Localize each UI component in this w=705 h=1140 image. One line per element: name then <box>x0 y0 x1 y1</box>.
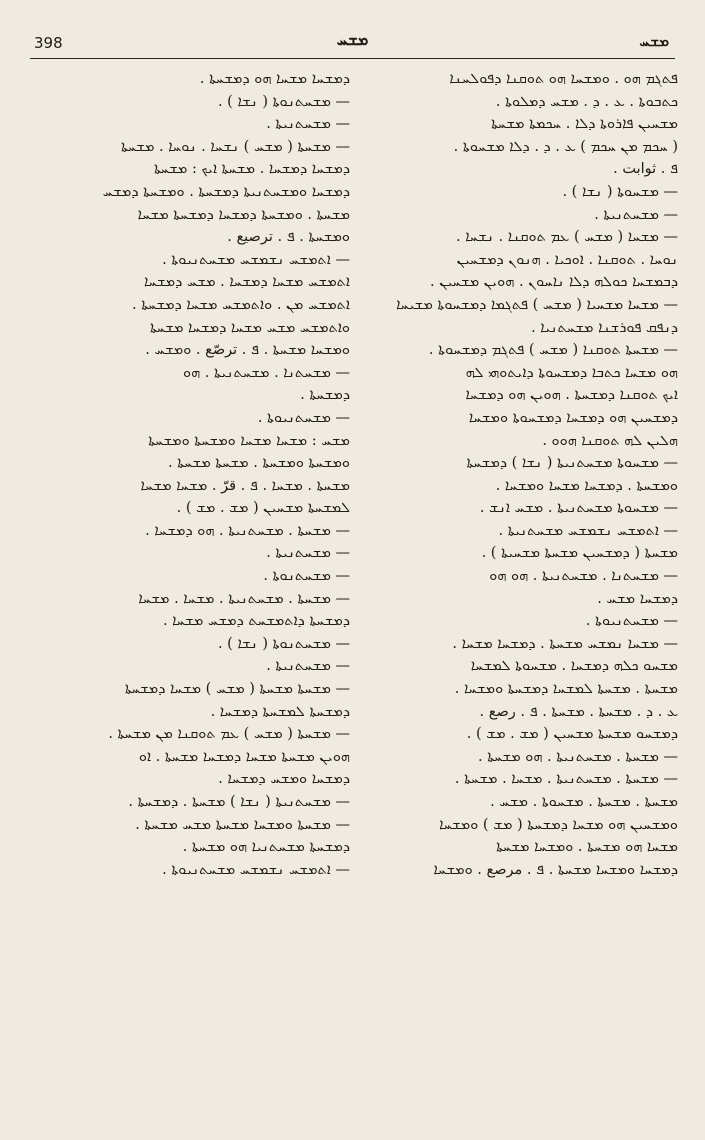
entry-line: ܕܡܫܚܝܢ ܗܘ ܕܡܫܚܐ ܕܡܫܚܘܬܐ ܘܡܫܚܐ <box>468 409 678 426</box>
entry-line: ܡܫܚܬܐ ( ܕܡܫܚܝܢ ܡܫܚܬܐ ܡܫܚܝܬܐ ) . <box>481 545 678 562</box>
entry-line: ܕܒܡܫܚܐ ܟܘܠܗ ܕܠܐ ܢܐܚܘܢ . ܗܘܝܢ ܡܫܚܝܢ . <box>430 274 678 291</box>
entry-line: — ܡܫܚܬܢܐ . ܡܫܚܬܢܝܬܐ . ܗܘ <box>183 364 350 381</box>
entry-line: ܕܡܫܚܐ ܘܡܫܚܬܢܝܬܐ ܕܡܫܚܬܐ . ܘܡܫܚܬܐ ܕܡܫܚ <box>102 183 350 200</box>
entry-line: — ܡܫܚܬܢܝܬܐ ( ܢܫܐ ) ܡܫܚܬܐ . ܕܡܫܚܬܐ . <box>128 794 350 810</box>
page-number: 398 <box>34 34 63 52</box>
entry-line: ܐܬܡܫܚ ܡܫܚܐ ܕܡܫܚܐ . ܡܫܚ ܕܡܫܚܐ <box>143 274 350 291</box>
entry-line: — ܡܫܚܬܢܝܬܐ . <box>266 116 350 133</box>
entry-line: — ܡܫܚܬܐ ܘܡܫܚܐ ܡܫܚܬܐ ܡܫܚ ܡܫܚܬܐ . <box>135 816 350 833</box>
entry-line: — ܡܫܚܬܢܝܬܐ . <box>266 658 350 675</box>
entry-line: ܡܫܚܝܢ ܦܐܪܘܬܐ ܕܠܐ . ܚܟܡܬܐ ܡܫܚܬܐ <box>491 116 678 133</box>
entry-line: — ܡܫܚܘܬܐ ܡܫܚܬܢܝܬܐ ( ܢܫܐ ) ܕܡܫܚܬܐ <box>466 455 678 472</box>
entry-line: — ܡܫܚܬܐ ܬܘܩܢܐ ( ܡܫܚ ) ܦܬܓܡ ܕܡܫܚܘܬܐ . <box>428 342 678 359</box>
entry-line: — ܡܫܚܬܢܝܘܬܐ . <box>257 409 350 426</box>
entry-line: — ܡܫܚܐ ܡܫܚܝܐ ( ܡܫܚ ) ܦܬܓܡܐ ܕܡܫܚܘܬܐ ܡܫܝܚܐ <box>396 296 678 313</box>
entry-line: ܢܘܚܐ . ܬܘܩܢܐ . ܐܘܟܝܐ . ܗܢܘܢ ܕܡܫܚܝܢ <box>456 251 678 268</box>
entry-line: — ܡܫܚܘܬܐ ( ܢܫܐ ) . <box>562 183 678 200</box>
entry-line: — ܡܫܚܬܐ . ܡܫܚܬܢܝܬܐ . ܗܘ ܡܫܚܬܐ . <box>478 748 678 765</box>
header-rule <box>30 58 675 59</box>
entry-line: ܐܝܟ ܬܘܩܢܐ ܕܡܫܚܬܐ . ܗܘܝܢ ܗܘ ܕܡܫܚܐ <box>465 387 678 404</box>
page-header <box>30 28 675 62</box>
entry-line: — ܡܫܚܬܐ . ܡܫܚܬܢܝܬܐ . ܗܘ ܕܡܫܚܐ . <box>145 522 350 539</box>
entry-line: — ܡܫܚܬܐ ( ܡܫܚ ) ܥܡ ܬܘܩܢܐ ܡܢ ܡܫܚܬܐ . <box>108 726 350 743</box>
entry-line: ܗܘܝܢ ܡܫܚܬܐ ܡܫܚܐ ܕܡܫܚܐ ܡܫܚܬܐ . ܐܘ <box>138 748 350 765</box>
entry-line: — ܡܫܚܬܢܘܬܐ . <box>263 568 350 585</box>
entry-line: — ܡܫܚܬܐ . ܡܫܚܬܢܝܬܐ . ܡܫܚܐ . ܡܫܚܐ <box>138 590 350 607</box>
entry-line: — ܡܫܚܬܢܘܬܐ ( ܢܫܐ ) . <box>217 93 350 110</box>
entry-line: ܡܫܚܬܐ . ܡܫܚܐ . ܦ . قرّ . ܡܫܚܐ ܡܫܚܐ <box>140 477 350 494</box>
entry-line: ܥ . ܕ . ܡܫܚܬܐ . ܡܫܚܬܐ . ܦ . رصع . <box>479 703 678 720</box>
entry-line: — ܡܫܚܬܢܝܘܬܐ . <box>585 613 678 630</box>
entry-line: ܕܡܫܚܐ ܘܡܫܚ ܕܡܫܚܐ . <box>218 771 350 788</box>
entry-line: ܕܡܫܚܘ ܡܫܚܬܐ ܡܫܚܝܢ ( ܡܫ . ܡܫ ) . <box>466 726 678 743</box>
entry-line: ܡܫܚܘ ܟܠܗ ܕܡܫܚܐ . ܡܫܚܘܬܐ ܠܡܫܚܐ <box>470 658 678 675</box>
entry-line: — ܡܫܚܐ ( ܡܫܚ ) ܥܡ ܬܘܩܢܐ . ܢܫܚܐ . <box>456 229 678 246</box>
running-head-catchword: ܡܫܚ <box>639 32 669 50</box>
entry-line: ܘܡܫܚܬܐ . ܕܡܫܚܐ ܡܫܚܐ ܘܡܫܚܐ . <box>495 477 678 494</box>
entry-line: ( ܚܟܡ ܡܢ ܚܟܡ ) ܥ . ܕ . ܕܠܐ ܡܫܚܘܬܐ . <box>453 138 678 155</box>
entry-line: — ܡܫܚܬܢܐ . ܡܫܚܬܢܝܬܐ . ܗܘ ܗܘ <box>489 568 678 585</box>
entry-line: ܕܡܫܚܐ ܘܡܫܚܐ ܡܫܚܬܐ . ܦ . مرصع . ܘܡܫܚܐ <box>433 861 678 878</box>
entry-line: ܘܡܫܚܬܐ . ܦ . ترصيع . <box>227 229 350 246</box>
entry-line: ܡܫܚܬܐ . ܘܡܫܚܬܐ ܕܡܫܚܐ ܕܡܫܚܬܐ ܡܫܚܐ <box>137 206 350 223</box>
entry-line: ܦ . ثوابت . <box>613 161 678 178</box>
entry-line: ܡܫܚܐ ܗܘ ܡܫܚܬܐ . ܘܡܫܚܐ ܡܫܚܬܐ <box>496 839 678 856</box>
entry-line: ܗܘ ܡܫܚܐ ܟܬܒܐ ܕܡܫܚܘܬܐ ܕܐܝܬܘܗܝ ܠܗ <box>465 364 678 381</box>
entry-line: ܘܐܬܡܫܚ ܡܫܚ ܡܫܚܐ ܕܡܫܚܐ ܡܫܚܬܐ <box>150 319 350 336</box>
entry-line: ܠܡܫܚܬܐ ܡܫܚܝܢ ( ܡܫ . ܡܫ ) . <box>176 500 350 517</box>
entry-line: ܗܠܝܢ ܠܗ ܬܘܩܢܐ ܗܘܘ . <box>542 432 678 449</box>
entry-line: — ܡܫܚܘܬܐ ܡܫܚܬܢܝܬܐ . ܡܫܚ ܐܢܫ . <box>479 500 678 517</box>
entry-line: ܕܢܦܩ ܦܘܪܫܢܐ ܡܫܚܬܢܝܐ . <box>531 319 678 336</box>
entry-line: ܕܡܫܚܬܐ ܠܡܫܚܬܐ ܕܡܫܚܐ . <box>210 703 350 720</box>
entry-line: ܟܬܒܘܬܐ . ܥ . ܕ . ܡܫܚ ܕܡܠܘܬܐ . <box>495 93 678 110</box>
entry-line: — ܡܫܚܬܐ ( ܡܫܚ ) ܢܫܚܐ . ܢܘܚܐ . ܡܫܚܬܐ <box>121 138 350 155</box>
running-title: ܡܫܚ <box>336 30 369 49</box>
entry-line: ܘܡܫܚܬܐ ܘܡܫܚܬܐ . ܡܫܚܬܐ ܡܫܚܬܐ . <box>168 455 350 472</box>
entry-line: ܦܬܓܡ ܗܘ . ܘܡܫܚܐ ܗܘ ܬܘܩܢܐ ܕܦܘܠܚܢܐ <box>449 71 678 87</box>
entry-line: — ܡܫܚܬܢܝܬܐ . <box>266 545 350 562</box>
entry-line: ܕܡܫܚܬܐ ܕܐܬܡܫܚܬ ܕܡܫܚ ܡܫܚܐ . <box>162 613 350 630</box>
left-column <box>32 68 350 1116</box>
entry-line: ܕܡܫܚܐ ܡܫܚܐ ܗܘ ܕܡܫܚܬܐ . <box>199 71 350 87</box>
entry-line: ܐܬܡܫܚ ܡܢ . ܘܐܬܡܫܚ ܡܫܚܐ ܕܡܫܚܬܐ . <box>132 296 350 313</box>
entry-line: — ܡܫܚܐ ܢܡܫܚ ܡܫܚܬܐ . ܕܡܫܚܐ ܡܫܚܐ . <box>452 635 678 652</box>
entry-line: ܕܡܫܚܐ ܕܡܫܚܐ . ܡܫܚܬܐ ܐܝܟ : ܡܫܚܬܐ <box>153 161 350 178</box>
right-column <box>360 68 678 1116</box>
entry-line: ܕܡܫܚܬܐ . <box>300 387 350 404</box>
entry-line: — ܡܫܚܬܐ ܡܫܚܬܐ ( ܡܫܚ ) ܡܫܚܐ ܕܡܫܚܬܐ <box>124 681 350 698</box>
entry-line: — ܐܬܡܫܚ ܢܫܡܫܚ ܡܫܚܬܢܝܘܬܐ . <box>162 861 350 878</box>
entry-line: — ܐܬܡܫܚ ܢܫܡܫܚ ܡܫܚܬܢܝܬܐ . <box>498 522 678 539</box>
entry-line: — ܡܫܚܬܢܝܬܐ . <box>594 206 678 223</box>
entry-line: ܘܡܫܚܝܢ ܗܘ ܡܫܚܐ ܕܡܫܚܬܐ ( ܡܫ ) ܘܡܫܚܐ <box>439 816 678 833</box>
entry-line: — ܐܬܡܫܚ ܢܫܡܫܚ ܡܫܚܬܢܝܘܬܐ . <box>162 251 350 268</box>
entry-line: — ܡܫܚܬܢܘܬܐ ( ܢܫܐ ) . <box>217 635 350 652</box>
entry-line: — ܡܫܚܬܐ . ܡܫܚܬܢܝܬܐ . ܡܫܚܐ . ܡܫܚܬܐ . <box>454 771 678 788</box>
entry-line: ܕܡܫܚܬܐ ܡܫܚܬܢܝܐ ܗܘ ܡܫܚܬܐ . <box>182 839 350 856</box>
entry-line: ܡܫܚ : ܡܫܚܐ ܡܫܚܐ ܘܡܫܚܬܐ ܘܡܫܚܬܐ <box>148 432 350 449</box>
entry-line: ܡܫܚܬܐ . ܡܫܚܬܐ ܠܡܫܚܐ ܕܡܫܚܬܐ ܘܡܫܚܐ . <box>454 681 678 698</box>
entry-line: ܡܫܚܬܐ . ܡܫܚܬܐ . ܡܫܚܘܬܐ . ܡܫܚ . <box>490 794 678 810</box>
entry-line: ܘܡܫܚܐ ܡܫܚܬܐ . ܦ . ترصّع . ܘܡܫܚ . <box>145 342 350 359</box>
entry-line: ܕܡܫܚܐ ܡܫܚ . <box>597 590 678 607</box>
